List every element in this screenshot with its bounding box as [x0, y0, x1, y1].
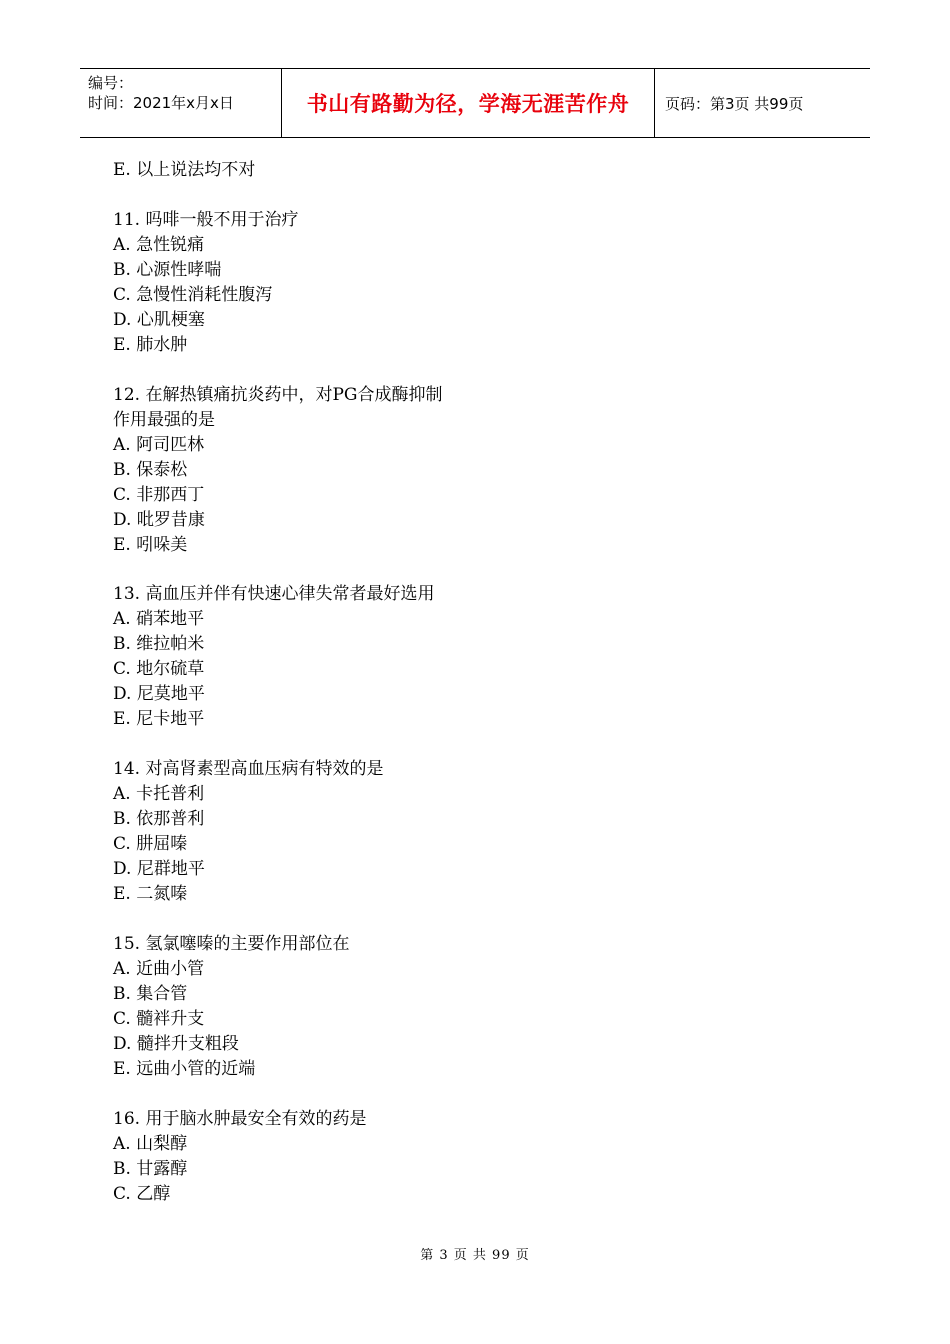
- blank-line: [113, 1082, 513, 1107]
- answer-option: C. 非那西丁: [113, 484, 205, 505]
- question-stem: 16. 用于脑水肿最安全有效的药是: [113, 1108, 367, 1129]
- question-stem: 12. 在解热镇痛抗炎药中，对PG合成酶抑制: [113, 384, 443, 405]
- answer-option: B. 心源性哮喘: [113, 259, 222, 280]
- answer-option: D. 吡罗昔康: [113, 509, 205, 530]
- answer-option: B. 依那普利: [113, 809, 205, 830]
- answer-option: D. 尼群地平: [113, 859, 205, 880]
- page-header: [80, 68, 870, 138]
- blank-line: [113, 358, 513, 383]
- question-stem: 13. 高血压并伴有快速心律失常者最好选用: [113, 584, 435, 605]
- answer-option: B. 甘露醇: [113, 1158, 188, 1179]
- answer-option: D. 尼莫地平: [113, 684, 205, 705]
- answer-option: C. 肼屈嗪: [113, 834, 188, 855]
- question-stem: 14. 对高肾素型高血压病有特效的是: [113, 759, 384, 780]
- header-page-info: 页码：第3页 共99页: [665, 94, 804, 113]
- answer-option: A. 卡托普利: [113, 784, 205, 805]
- answer-option: B. 集合管: [113, 983, 188, 1004]
- answer-option: A. 阿司匹林: [113, 434, 205, 455]
- blank-line: [113, 907, 513, 932]
- answer-option: E. 二氮嗪: [113, 884, 188, 905]
- answer-option: C. 地尔硫草: [113, 659, 205, 680]
- answer-option: B. 维拉帕米: [113, 634, 205, 655]
- answer-option: E. 吲哚美: [113, 534, 188, 555]
- document-number: 编号：: [88, 74, 134, 92]
- answer-option: C. 急慢性消耗性腹泻: [113, 284, 273, 305]
- answer-option: E. 以上说法均不对: [113, 160, 256, 180]
- header-meta: [80, 69, 281, 137]
- text-line: 作用最强的是: [113, 409, 215, 430]
- answer-option: A. 山梨醇: [113, 1133, 188, 1154]
- question-stem: 15. 氢氯噻嗪的主要作用部位在: [113, 933, 350, 954]
- document-body: [113, 158, 513, 1207]
- answer-option: E. 远曲小管的近端: [113, 1058, 256, 1079]
- header-motto: 书山有路勤为径，学海无涯苦作舟: [281, 69, 655, 137]
- question-stem: 11. 吗啡一般不用于治疗: [113, 209, 299, 230]
- blank-line: [113, 558, 513, 583]
- document-date: 时间：2021年x月x日: [88, 94, 234, 112]
- answer-option: C. 髓袢升支: [113, 1008, 205, 1029]
- answer-option: E. 尼卡地平: [113, 709, 205, 730]
- page-footer: 第 3 页 共 99 页: [420, 1248, 530, 1263]
- blank-line: [113, 183, 513, 208]
- answer-option: A. 近曲小管: [113, 958, 205, 979]
- answer-option: B. 保泰松: [113, 459, 188, 480]
- blank-line: [113, 732, 513, 757]
- answer-option: C. 乙醇: [113, 1183, 171, 1204]
- answer-option: D. 髓拌升支粗段: [113, 1033, 239, 1054]
- answer-option: A. 急性锐痛: [113, 234, 205, 255]
- answer-option: E. 肺水肿: [113, 334, 188, 355]
- answer-option: D. 心肌梗塞: [113, 309, 205, 330]
- answer-option: A. 硝苯地平: [113, 609, 205, 630]
